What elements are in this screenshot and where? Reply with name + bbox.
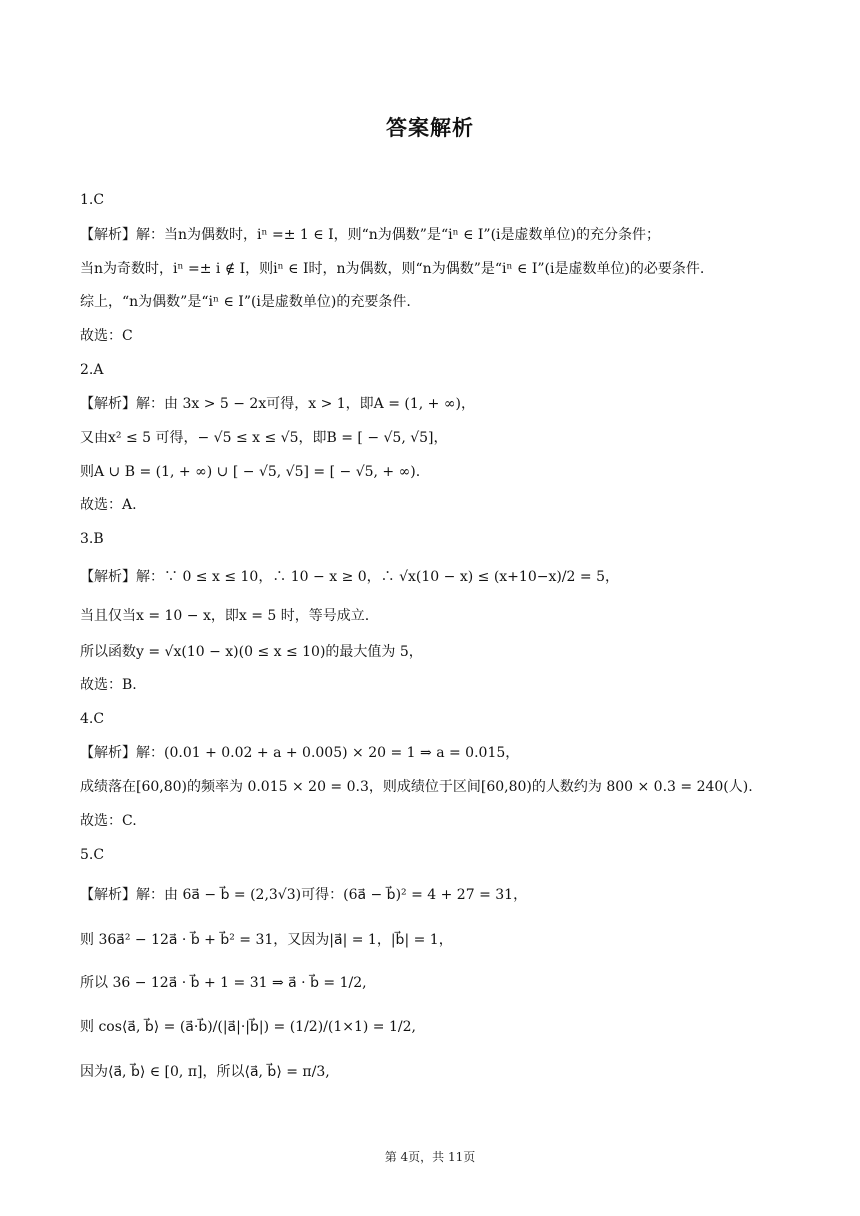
answer-2-choice: 故选：A. [80,497,137,513]
answer-5-line-3: 所以 36 − 12a⃗ · b⃗ + 1 = 31 ⇒ a⃗ · b⃗ = 1/2, [80,975,367,991]
answer-1-line-1: 【解析】解：当n为偶数时，iⁿ =± 1 ∈ I，则“n为偶数”是“iⁿ ∈ I”(i是虚数单位)的充分条件； [80,227,660,243]
answer-3-line-3: 所以函数y = √x(10 − x)(0 ≤ x ≤ 10)的最大值为 5， [80,644,423,660]
answer-3-choice: 故选：B. [80,677,137,693]
answer-5-line-4: 则 cos⟨a⃗, b⃗⟩ = (a⃗·b⃗)/(|a⃗|·|b⃗|) = (1/2)/(1×1) = 1/2, [80,1019,416,1035]
answer-2-line-1: 【解析】解：由 3x > 5 − 2x可得，x > 1，即A = (1, + ∞)， [80,396,475,412]
answer-5-heading: 5.C [80,847,105,863]
answer-5-line-2: 则 36a⃗² − 12a⃗ · b⃗ + b⃗² = 31，又因为|a⃗| = 1，|b⃗| = 1， [80,932,453,948]
answer-2-line-3: 则A ∪ B = (1, + ∞) ∪ [ − √5, √5] = [ − √5, + ∞). [80,464,421,480]
answer-2-heading: 2.A [80,362,104,378]
answer-4-line-2: 成绩落在[60,80)的频率为 0.015 × 20 = 0.3，则成绩位于区间[60,80)的人数约为 800 × 0.3 = 240(人). [80,779,753,795]
page-footer: 第 4页，共 11页 [384,1150,476,1164]
answer-1-heading: 1.C [80,192,105,208]
answer-5-line-5: 因为⟨a⃗, b⃗⟩ ∈ [0, π]，所以⟨a⃗, b⃗⟩ = π/3, [80,1064,330,1080]
answer-3-line-2: 当且仅当x = 10 − x，即x = 5 时，等号成立. [80,608,370,624]
answer-1-line-2: 当n为奇数时，iⁿ =± i ∉ I，则iⁿ ∈ I时，n为偶数，则“n为偶数”是“iⁿ ∈ I”(i是虚数单位)的必要条件. [80,261,705,277]
answer-1-choice: 故选：C [80,328,133,344]
answer-2-line-2: 又由x² ≤ 5 可得，− √5 ≤ x ≤ √5，即B = [ − √5, √5]， [80,430,448,446]
answer-4-choice: 故选：C. [80,813,137,829]
answer-4-heading: 4.C [80,711,105,727]
page-title: 答案解析 [386,116,474,140]
answer-3-line-1: 【解析】解：∵ 0 ≤ x ≤ 10，∴ 10 − x ≥ 0，∴ √x(10 − x) ≤ (x+10−x)/2 = 5， [80,569,619,585]
answer-5-line-1: 【解析】解：由 6a⃗ − b⃗ = (2,3√3)可得：(6a⃗ − b⃗)² = 4 + 27 = 31， [80,887,528,903]
answer-3-heading: 3.B [80,531,104,547]
answer-4-line-1: 【解析】解：(0.01 + 0.02 + a + 0.005) × 20 = 1 ⇒ a = 0.015， [80,745,520,761]
answer-1-line-3: 综上，“n为偶数”是“iⁿ ∈ I”(i是虚数单位)的充要条件. [80,294,411,310]
